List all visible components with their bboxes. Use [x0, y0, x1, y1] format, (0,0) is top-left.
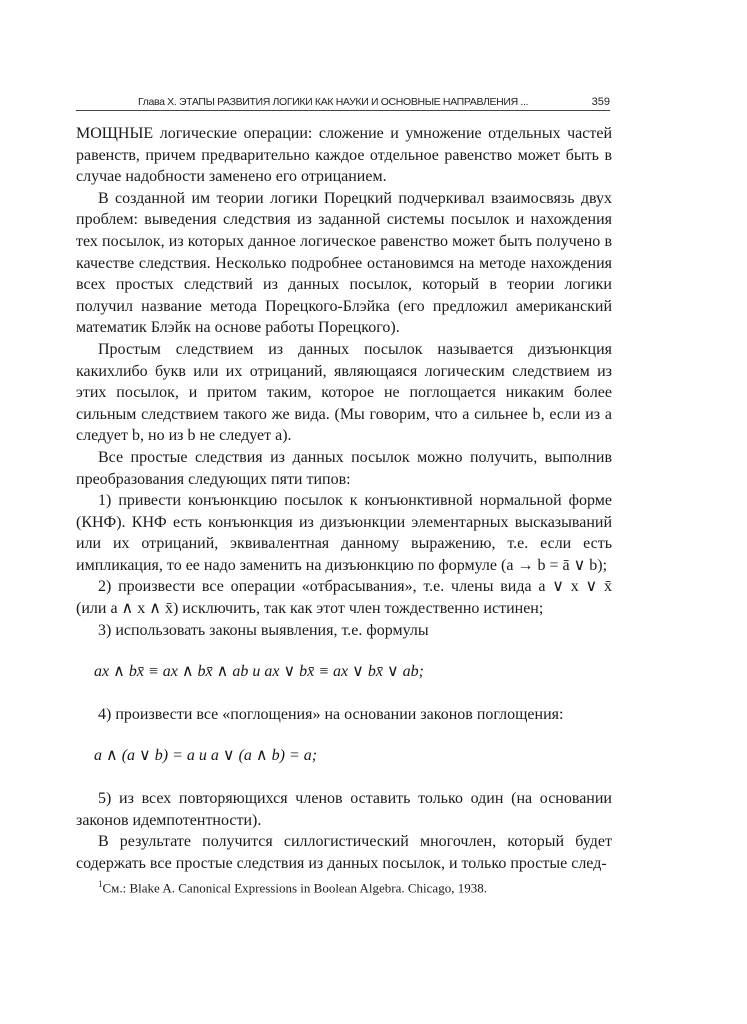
running-title: Глава X. ЭТАПЫ РАЗВИТИЯ ЛОГИКИ КАК НАУКИ И ОСНОВНЫЕ НАПРАВЛЕНИЯ ...	[138, 96, 529, 108]
paragraph-transformations-intro: Все простые следствия из данных посылок можно получить, выполнив преобразования следующих пяти типов:	[76, 448, 612, 488]
formula-identification: ax ∧ bx̄ ≡ ax ∧ bx̄ ∧ ab и ax ∨ bx̄ ≡ ax ∨ bx̄ ∨ ab;	[94, 663, 424, 681]
paragraph-simple-consequence: Простым следствием из данных посылок называется дизъюнкция какихлибо букв или их отрицаний, являющаяся логическим следствием из этих посылок, и притом таким, которое не поглощается никаким более сильным следствием такого же вида. (Мы говорим, что a сильнее b, если из a следует b, но из b не следует a).	[76, 340, 612, 445]
footnote-text: См.: Blake A. Canonical Expressions in Boolean Algebra. Chicago, 1938.	[102, 880, 487, 896]
list-item-1: 1) привести конъюнкцию посылок к конъюнктивной нормальной форме (КНФ). КНФ есть конъюнкция из дизъюнкции элементарных высказываний или их отрицаний, эквивалентная данному выражению, т.е. если есть импликация, то ее надо заменить на дизъюнкцию по формуле (a → b = ā ∨ b);	[76, 492, 612, 574]
footnote-marker: 1	[98, 879, 103, 890]
running-header	[76, 96, 610, 111]
list-item-3: 3) использовать законы выявления, т.е. формулы	[98, 621, 429, 639]
paragraph-continuation: МОЩНЫЕ логические операции: сложение и умножение отдельных частей равенств, причем предварительно каждое отдельное равенство может быть в случае надобности заменено его отрицанием.	[76, 125, 612, 186]
paragraph-poretsky-theory: В созданной им теории логики Порецкий подчеркивал взаимосвязь двух проблем: выведения следствия из заданной системы посылок и нахождения тех посылок, из которых данное логическое равенство может быть получено в качестве следствия. Несколько подробнее остановимся на методе нахождения всех простых следствий из данных посылок, который в теории логики получил название метода Порецкого-Блэйка (его предложил американский математик Блэйк на основе работы Порецкого).	[76, 189, 612, 337]
body-text	[76, 123, 612, 897]
list-item-5: 5) из всех повторяющихся членов оставить только один (на основании законов идемпотентности).	[76, 790, 612, 829]
formula-absorption: a ∧ (a ∨ b) = a и a ∨ (a ∧ b) = a;	[94, 747, 318, 765]
footnote	[76, 876, 612, 896]
list-item-4: 4) произвести все «поглощения» на основании законов поглощения:	[98, 705, 564, 723]
list-item-2: 2) произвести все операции «отбрасывания», т.е. члены вида a ∨ x ∨ x̄ (или a ∧ x ∧ x̄) исключить, так как этот член тождественно истинен;	[76, 578, 612, 618]
page-number: 359	[591, 96, 610, 108]
paragraph-result: В результате получится силлогистический многочлен, который будет содержать все простые следствия из данных посылок, и только простые след-	[76, 833, 612, 872]
